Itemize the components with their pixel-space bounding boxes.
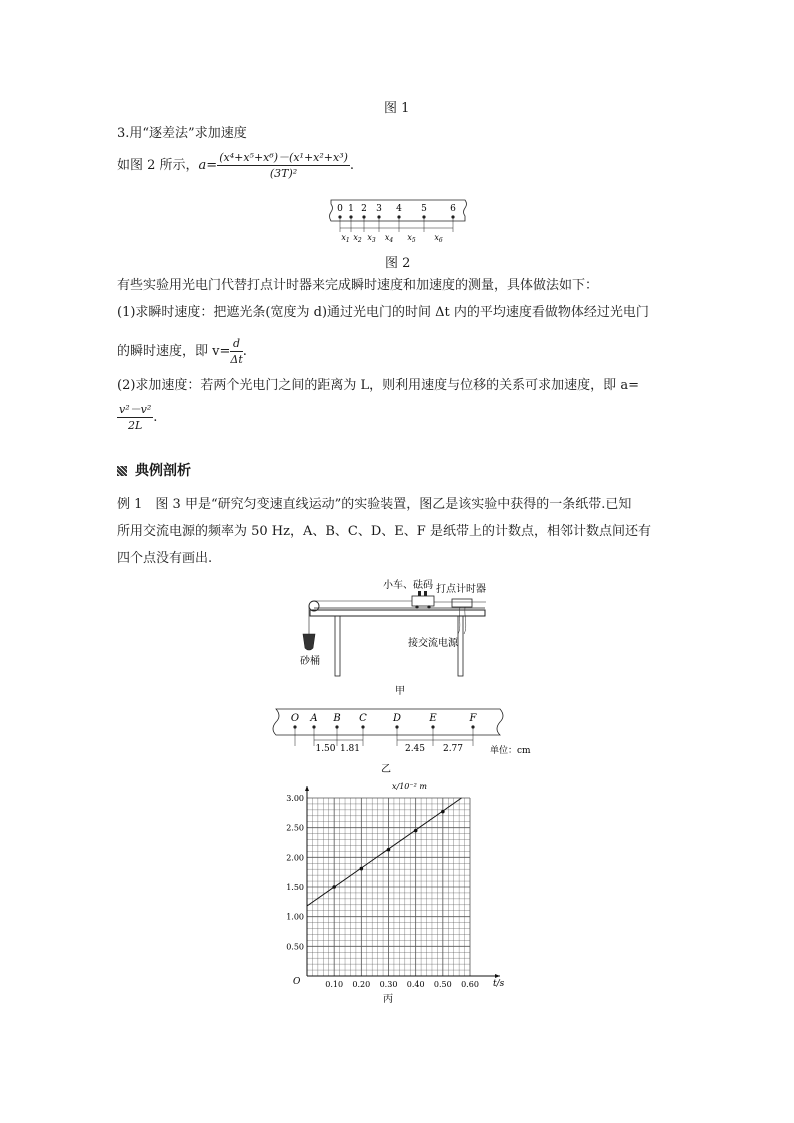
chart-x-tick-label: 0.20 [352, 980, 371, 989]
chart-ylabel: x/10⁻² m [392, 782, 427, 791]
section-heading [117, 460, 191, 480]
chart-data-point [441, 810, 445, 814]
chart-fit-line [307, 798, 462, 906]
item1-line2-text: 的瞬时速度，即 v= [117, 344, 231, 359]
item1-line1: (1)求瞬时速度：把遮光条(宽度为 d)通过光电门的时间 Δt 内的平均速度看做物体经过光电门 [117, 305, 649, 320]
item1-denominator: Δt [230, 353, 243, 366]
tape3-distance-label: 2.45 [404, 744, 426, 754]
tape-figure-3 [268, 702, 531, 777]
tape2-segment-label: $x_3$ [367, 233, 376, 244]
tape2-point-label: 1 [348, 204, 354, 214]
tape3-distance-label: 1.81 [339, 744, 361, 754]
tape2-point-label: 5 [421, 204, 427, 214]
formula-intro: 如图 2 所示， [117, 158, 199, 173]
chart-origin-label: O [293, 977, 301, 987]
chart-caption: 丙 [383, 994, 393, 1005]
tape2-segment-label: $x_1$ [341, 233, 350, 244]
chart-data-point [360, 867, 364, 871]
chart-y-tick-label: 1.50 [286, 883, 304, 892]
tape2-segment-label: $x_5$ [407, 233, 416, 244]
chart-y-tick-label: 2.50 [286, 823, 304, 833]
tape3-unit: 单位：cm [490, 746, 531, 756]
tape3-point-label: D [392, 713, 402, 724]
chart-x-arrow [495, 974, 500, 978]
tape2-point-label: 0 [337, 204, 343, 214]
formula-lhs: a= [198, 158, 218, 173]
fig2-caption: 图 2 [385, 256, 411, 271]
tape2-segment-label: $x_4$ [384, 233, 394, 244]
chart-x-tick-label: 0.60 [461, 980, 479, 989]
timer-label: 打点计时器 [436, 584, 486, 595]
formula-line [117, 150, 354, 181]
item2-line1: (2)求加速度：若两个光电门之间的距离为 L，则利用速度与位移的关系可求加速度，即 a= [117, 378, 639, 393]
item2-denominator: 2L [127, 419, 143, 432]
tape2-segment-label: $x_6$ [434, 233, 443, 244]
formula-denominator: (3T)² [269, 167, 298, 180]
xt-chart [275, 778, 515, 1010]
tape2-point-label: 2 [361, 204, 367, 214]
item2-fraction [117, 402, 153, 433]
tape3-distance-label: 2.77 [442, 744, 464, 754]
tape3-caption: 乙 [381, 764, 391, 775]
tape3-distance-label: 1.50 [315, 744, 336, 754]
example-line1: 例 1 图 3 甲是“研究匀变速直线运动”的实验装置，图乙是该实验中获得的一条纸带.已知 [117, 497, 632, 512]
bucket-label: 砂桶 [300, 656, 320, 667]
apparatus-diagram [290, 572, 510, 700]
power-label: 接交流电源 [408, 638, 458, 649]
formula-numerator: (x⁴+x⁵+x⁶)－(x¹+x²+x³) [219, 151, 348, 164]
item1-line2 [117, 336, 247, 367]
heading-successive-difference: 3.用“逐差法”求加速度 [117, 126, 247, 141]
tape2-point-label: 6 [450, 204, 456, 214]
example-line2: 所用交流电源的频率为 50 Hz，A、B、C、D、E、F 是纸带上的计数点，相邻计数点间还有 [117, 524, 651, 539]
item1-end: . [242, 344, 247, 359]
formula-end: . [349, 158, 355, 173]
chart-y-tick-label: 1.00 [286, 912, 304, 922]
section-title: 典例剖析 [135, 463, 191, 479]
chart-y-arrow [305, 786, 309, 791]
tape2-point-label: 3 [376, 204, 382, 214]
tape3-point-label: C [359, 713, 367, 724]
cart-label: 小车、砝码 [383, 580, 433, 591]
tape3-point-label: A [310, 713, 318, 724]
apparatus-caption: 甲 [395, 686, 405, 697]
tape3-point-label: E [429, 713, 437, 724]
item2-end: . [153, 410, 158, 425]
fig1-caption: 图 1 [384, 101, 410, 116]
chart-data-point [332, 885, 336, 889]
chart-x-tick-label: 0.30 [379, 980, 398, 989]
item1-numerator: d [230, 336, 242, 352]
chart-y-tick-label: 0.50 [286, 942, 304, 952]
chart-xlabel: t/s [493, 979, 505, 989]
tape2-segment-label: $x_2$ [353, 233, 362, 244]
example-line3: 四个点没有画出. [117, 551, 213, 566]
item1-fraction [230, 336, 242, 367]
chart-x-tick-label: 0.10 [325, 980, 344, 989]
chart-y-tick-label: 3.00 [286, 794, 304, 803]
item2-line2 [117, 402, 157, 433]
chart-data-point [387, 848, 391, 852]
item2-numerator: v²－v² [119, 403, 152, 416]
section-marker-icon [117, 466, 127, 476]
tape3-point-label: F [469, 713, 477, 724]
tape-figure-2 [325, 195, 475, 245]
tape3-point-label: O [290, 713, 300, 724]
chart-x-tick-label: 0.40 [406, 980, 425, 989]
tape3-point-label: B [333, 713, 341, 724]
para-photogate: 有些实验用光电门代替打点计时器来完成瞬时速度和加速度的测量，具体做法如下： [117, 278, 599, 293]
formula-fraction [217, 150, 350, 181]
tape2-point-label: 4 [396, 204, 402, 214]
chart-y-tick-label: 2.00 [286, 853, 304, 863]
chart-x-tick-label: 0.50 [433, 980, 452, 989]
chart-data-point [414, 829, 418, 833]
